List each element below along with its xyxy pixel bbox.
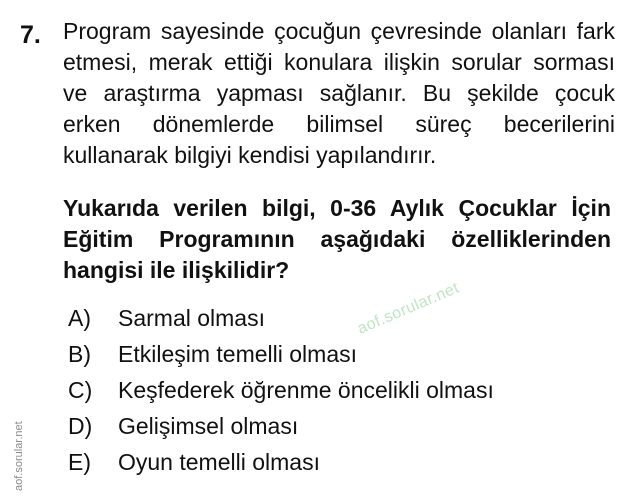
option-letter: E): [68, 448, 91, 475]
option-b[interactable]: [68, 336, 494, 372]
option-e[interactable]: [68, 444, 494, 480]
option-letter: A): [68, 304, 91, 331]
watermark-center: aof.sorular.net: [355, 279, 462, 338]
option-letter: C): [68, 376, 93, 403]
question-stem: Program sayesinde çocuğun çevresinde olanları fark etmesi, merak ettiği konulara ilişkin sorular sorması ve araştırma yapması sağlanır. Bu şekilde çocuk erken dönemlerde bilimsel süreç becerilerini kullanarak bilgiyi kendisi yapılandırır.: [63, 18, 615, 168]
option-letter: D): [68, 412, 93, 439]
question-number: 7.: [20, 21, 41, 49]
option-text: Oyun temelli olması: [118, 448, 320, 475]
option-text: Gelişimsel olması: [118, 412, 299, 439]
answer-options: [68, 300, 494, 480]
option-text: Etkileşim temelli olması: [118, 340, 357, 367]
option-text: Keşfederek öğrenme öncelikli olması: [118, 376, 494, 403]
option-d[interactable]: [68, 408, 494, 444]
question-prompt: Yukarıda verilen bilgi, 0-36 Aylık Çocuklar İçin Eğitim Programının aşağıdaki özelliklerinden hangisi ile ilişkilidir?: [63, 195, 611, 283]
option-c[interactable]: [68, 372, 494, 408]
option-text: Sarmal olması: [118, 304, 265, 331]
option-letter: B): [68, 340, 91, 367]
watermark-side: aof.sorular.net: [13, 421, 25, 491]
